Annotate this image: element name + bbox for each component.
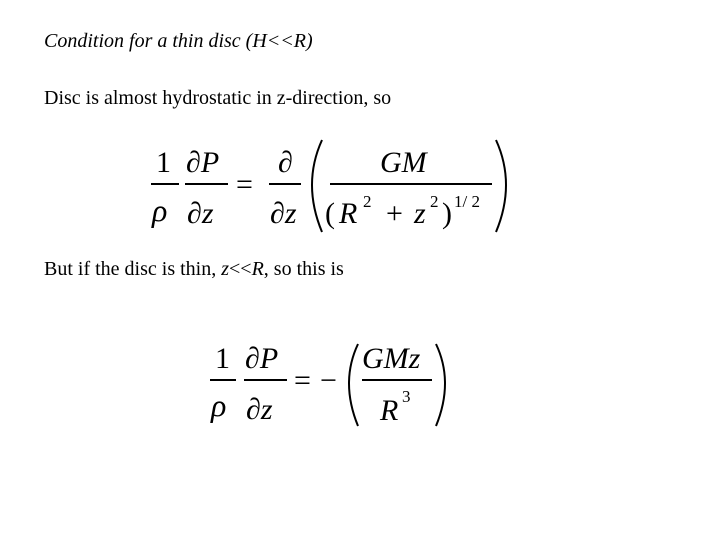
eq2-left-paren [349,344,358,426]
eq2-minus: − [320,364,337,397]
eq1-rho: ρ [152,192,168,228]
eq1-z: z [414,197,426,230]
equation-thin-disc [210,342,445,427]
eq2-R-exponent: 3 [402,387,411,406]
heading: Condition for a thin disc (H<<R) [44,30,313,52]
thin-disc-prefix: But if the disc is thin, [44,258,222,280]
eq2-right-paren [436,344,445,426]
eq1-half-exponent: 1/ 2 [454,192,480,211]
eq1-left-paren [312,140,322,232]
eq1-equals: = [236,168,253,201]
intro-text: Disc is almost hydrostatic in z-direction, so [44,87,392,109]
eq1-plus: + [386,197,403,230]
eq2-equals: = [294,364,311,397]
eq2-dP: ∂P [245,342,279,375]
eq1-close-paren: ) [442,197,452,230]
eq2-dz: ∂z [246,393,273,426]
eq2-rho: ρ [211,387,227,423]
eq1-right-paren [496,140,506,232]
eq1-R: R [339,197,358,230]
eq1-open-paren: ( [325,197,335,230]
eq1-dz: ∂z [187,197,214,230]
eq1-GM: GM [380,146,427,179]
thin-disc-suffix: , so this is [263,258,344,280]
eq2-one: 1 [215,342,230,375]
eq1-R-exponent: 2 [363,192,372,211]
thin-disc-condition-R: R [251,258,264,280]
eq1-one: 1 [156,146,171,179]
eq1-dP: ∂P [186,146,220,179]
eq1-z-exponent: 2 [430,192,439,211]
eq1-d: ∂ [278,146,293,179]
eq2-R: R [380,394,399,427]
thin-disc-condition-z: z [221,258,230,280]
eq2-GMz: GMz [362,342,421,375]
eq1-dz2: ∂z [270,197,297,230]
thin-disc-condition-op: << [229,258,252,280]
